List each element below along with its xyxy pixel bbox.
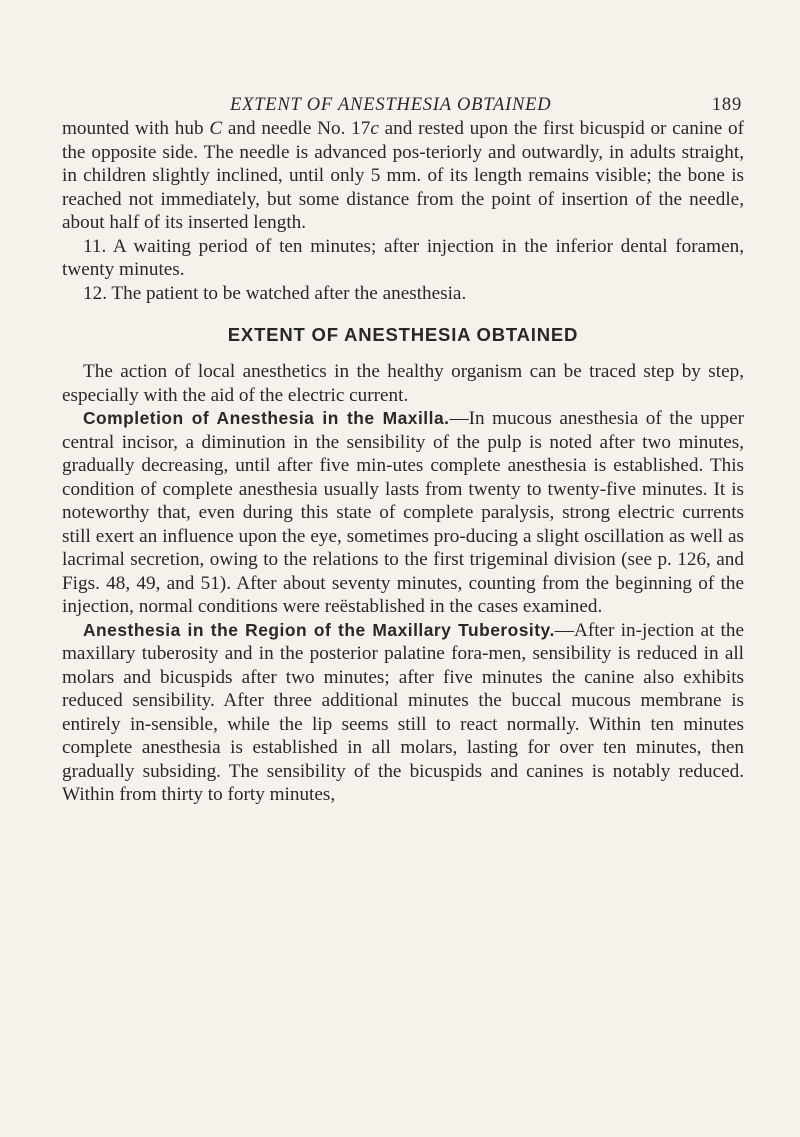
paragraph-intro: The action of local anesthetics in the healthy organism can be traced step by step, especially with the aid of the electric current.	[62, 361, 744, 406]
italic-letter: C	[209, 118, 223, 139]
paragraph-maxilla	[62, 407, 744, 619]
paragraph-tuberosity	[62, 619, 744, 807]
step-12: 12. The patient to be watched after the anesthesia.	[83, 282, 467, 304]
page-number: 189	[711, 95, 742, 115]
running-head	[62, 92, 742, 118]
running-title: EXTENT OF ANESTHESIA OBTAINED	[230, 95, 552, 115]
body-text	[62, 117, 744, 807]
text-run: and rested upon the first bicuspid or canine of the opposite side. The needle is advanced pos-teriorly and outwardly, in adults straight, in children slightly inclined, until only 5 mm. of its length remains visible; the bone is reached not immediately, but some distance from the point of insertion of the needle, about half of its inserted length.	[62, 118, 744, 233]
italic-letter: c	[370, 118, 379, 139]
run-in-heading: Completion of Anesthesia in the Maxilla.	[83, 408, 450, 428]
text-run: and needle No. 17	[222, 118, 371, 139]
paragraph-text: —After in-jection at the maxillary tuberosity and in the posterior palatine fora-men, sensibility is reduced in all molars and bicuspids after two minutes; after five minutes the canine also exhibits reduced sensibility. After three additional minutes the buccal mucous membrane is entirely in-sensible, while the lip seems still to react normally. Within ten minutes complete anesthesia is established in all molars, lasting for over ten minutes, then gradually subsiding. The sensibility of the bicuspids and canines is notably reduced. Within from thirty to forty minutes,	[62, 619, 744, 805]
step-11: 11. A waiting period of ten minutes; after injection in the inferior dental foramen, twenty minutes.	[62, 235, 744, 280]
paragraph-continued	[62, 117, 744, 235]
text-run: mounted with hub	[62, 118, 210, 139]
paragraph-text: —In mucous anesthesia of the upper central incisor, a diminution in the sensibility of the pulp is noted after two minutes, gradually decreasing, until after five min-utes complete anesthesia is established. This condition of complete anesthesia usually lasts from twenty to twenty-five minutes. It is noteworthy that, even during this state of complete paralysis, strong electric currents still exert an influence upon the eye, sometimes pro-ducing a slight oscillation as well as lacrimal secretion, owing to the relations to the first trigeminal division (see p. 126, and Figs. 48, 49, and 51). After about seventy minutes, counting from the beginning of the injection, normal conditions were reëstablished in the cases examined.	[62, 408, 744, 617]
run-in-heading: Anesthesia in the Region of the Maxillary Tuberosity.	[83, 619, 555, 640]
section-heading: EXTENT OF ANESTHESIA OBTAINED	[227, 324, 579, 345]
